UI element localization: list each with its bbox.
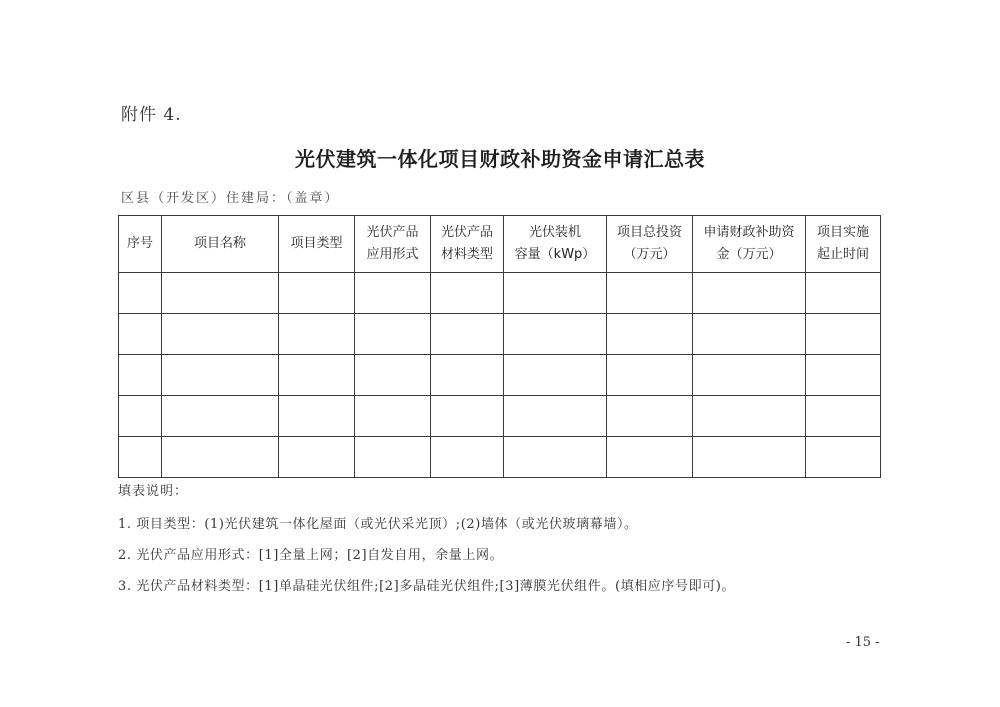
header-cell-total-investment: 项目总投资 （万元） [607, 216, 693, 273]
table-cell[interactable] [162, 437, 279, 478]
table-cell[interactable] [355, 355, 431, 396]
table-cell[interactable] [431, 355, 504, 396]
table-cell[interactable] [431, 396, 504, 437]
table-cell[interactable] [162, 273, 279, 314]
annex-label: 附件 4. [121, 105, 182, 125]
table-cell[interactable] [693, 355, 806, 396]
table-cell[interactable] [431, 314, 504, 355]
table-cell[interactable] [504, 396, 607, 437]
header-cell-project-name: 项目名称 [162, 216, 279, 273]
table-cell[interactable] [279, 273, 355, 314]
table-row [119, 314, 881, 355]
table-cell[interactable] [431, 273, 504, 314]
note-item: 3. 光伏产品材料类型：[1]单晶硅光伏组件;[2]多晶硅光伏组件;[3]薄膜光伏组件。(填相应序号即可)。 [118, 579, 736, 594]
header-cell-application-form: 光伏产品 应用形式 [355, 216, 431, 273]
table-cell[interactable] [504, 273, 607, 314]
table-cell[interactable] [119, 273, 162, 314]
summary-table [118, 215, 881, 478]
table-cell[interactable] [806, 437, 881, 478]
table-cell[interactable] [119, 314, 162, 355]
table-cell[interactable] [162, 314, 279, 355]
table-cell[interactable] [806, 396, 881, 437]
table-cell[interactable] [279, 396, 355, 437]
table-cell[interactable] [693, 314, 806, 355]
table-cell[interactable] [119, 437, 162, 478]
stamp-line: 区县（开发区）住建局：（盖章） [121, 191, 340, 206]
table-cell[interactable] [607, 396, 693, 437]
table-cell[interactable] [355, 396, 431, 437]
table-cell[interactable] [504, 437, 607, 478]
table-cell[interactable] [355, 437, 431, 478]
table-cell[interactable] [279, 437, 355, 478]
table-row [119, 437, 881, 478]
table-cell[interactable] [431, 437, 504, 478]
table-cell[interactable] [504, 314, 607, 355]
header-cell-implementation-period: 项目实施 起止时间 [806, 216, 881, 273]
table-row [119, 396, 881, 437]
table-cell[interactable] [162, 355, 279, 396]
table-cell[interactable] [693, 396, 806, 437]
table-cell[interactable] [279, 355, 355, 396]
header-cell-project-type: 项目类型 [279, 216, 355, 273]
table-row [119, 355, 881, 396]
header-cell-material-type: 光伏产品 材料类型 [431, 216, 504, 273]
note-item: 1. 项目类型：(1)光伏建筑一体化屋面（或光伏采光顶）;(2)墙体（或光伏玻璃幕墙）。 [118, 517, 638, 532]
header-cell-seq: 序号 [119, 216, 162, 273]
table-cell[interactable] [119, 396, 162, 437]
table-cell[interactable] [693, 273, 806, 314]
table-cell[interactable] [119, 355, 162, 396]
header-cell-subsidy-amount: 申请财政补助资 金（万元） [693, 216, 806, 273]
table-cell[interactable] [504, 355, 607, 396]
table-cell[interactable] [806, 314, 881, 355]
table-cell[interactable] [607, 273, 693, 314]
notes-heading: 填表说明： [118, 484, 189, 499]
table-cell[interactable] [693, 437, 806, 478]
table-header-row [119, 216, 881, 273]
table-cell[interactable] [355, 314, 431, 355]
table-body [119, 273, 881, 478]
table-row [119, 273, 881, 314]
fill-instructions [118, 480, 735, 606]
table-cell[interactable] [279, 314, 355, 355]
table-cell[interactable] [806, 273, 881, 314]
note-item: 2. 光伏产品应用形式：[1]全量上网；[2]自发自用，余量上网。 [118, 548, 504, 563]
page-title: 光伏建筑一体化项目财政补助资金申请汇总表 [295, 147, 705, 171]
table-cell[interactable] [355, 273, 431, 314]
table-cell[interactable] [806, 355, 881, 396]
table-cell[interactable] [607, 314, 693, 355]
table-cell[interactable] [162, 396, 279, 437]
page-number: - 15 - [846, 635, 880, 650]
table-cell[interactable] [607, 355, 693, 396]
table-cell[interactable] [607, 437, 693, 478]
header-cell-capacity: 光伏装机 容量（kWp） [504, 216, 607, 273]
